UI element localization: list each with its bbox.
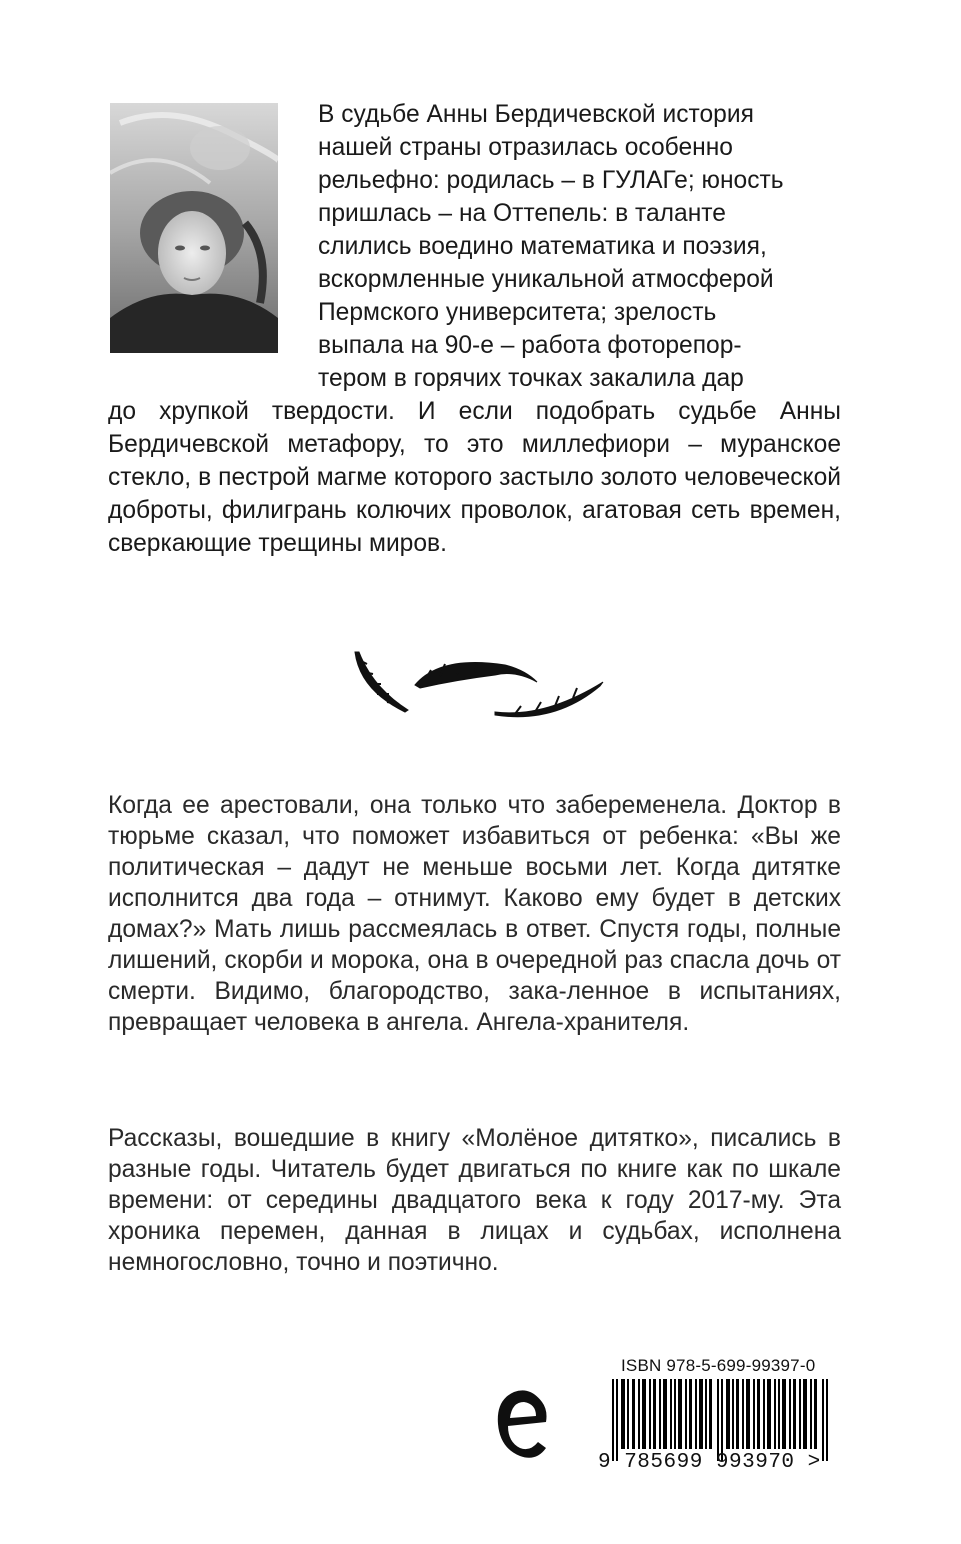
bio-line: вскормленные уникальной атмосферой <box>318 266 774 293</box>
bio-line: выпала на 90-е – работа фоторепор- <box>318 332 742 359</box>
bio-line: Пермского университета; зрелость <box>318 299 717 326</box>
paragraph-stories: Рассказы, вошедшие в книгу «Молёное дитятко», писались в разные годы. Читатель будет двигаться по книге как по шкале времени: от середины двадцатого века к году 2017-му. Эта хроника перемен, данная в лицах и судьбах, исполнена немногословно, точно и поэтично. <box>108 1125 841 1276</box>
bio-line: слились воедино математика и поэзия, <box>318 233 767 260</box>
author-photo <box>110 103 278 353</box>
isbn-label: ISBN 978-5-699-99397-0 <box>621 1356 816 1375</box>
bio-line: нашей страны отразилась особенно <box>318 134 733 161</box>
bio-text <box>318 98 841 395</box>
bio-line: тером в горячих точках закалила дар <box>318 365 744 392</box>
bio-continuation: до хрупкой твердости. И если подобрать судьбе Анны Бердичевской метафору, то это миллефиори – муранское стекло, в пестрой магме которого застыло золото человеческой доброты, филигрань колючих проволок, агатовая сеть времен, сверкающие трещины миров. <box>108 398 841 557</box>
barcode-icon <box>612 1379 834 1461</box>
publisher-logo-icon <box>490 1382 552 1464</box>
barcode-digits: 9 785699 993970 > <box>598 1451 821 1474</box>
feather-ornament-icon <box>345 640 615 730</box>
bio-line: рельефно: родилась – в ГУЛАГе; юность <box>318 167 784 194</box>
paragraph-arrest: Когда ее арестовали, она только что забеременела. Доктор в тюрьме сказал, что поможет избавиться от ребенка: «Вы же политическая – дадут не меньше восьми лет. Когда дитятке исполнится два года – отнимут. Каково ему будет в детских домах?» Мать лишь рассмеялась в ответ. Спустя годы, полные лишений, скорби и морока, она в очередной раз спасла дочь от смерти. Видимо, благородство, зака-ленное в испытаниях, превращает человека в ангела. Ангела-хранителя. <box>108 792 841 1036</box>
bio-line: пришлась – на Оттепель: в таланте <box>318 200 726 227</box>
bio-line: В судьбе Анны Бердичевской история <box>318 101 754 128</box>
